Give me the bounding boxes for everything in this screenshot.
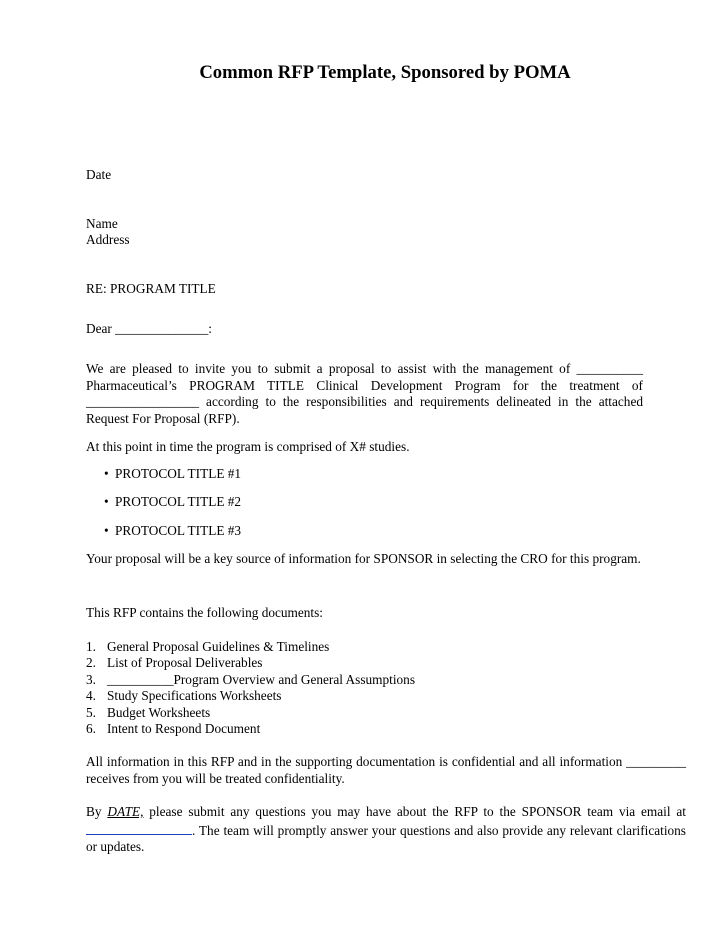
bullet-icon: • [104,494,109,509]
bullet-icon: • [104,466,109,481]
document-list-item [86,639,329,656]
protocol-item-1 [104,466,241,483]
document-list-item [86,705,210,722]
list-label: General Proposal Guidelines & Timelines [107,639,330,654]
list-label: List of Proposal Deliverables [107,655,263,670]
studies-intro: At this point in time the program is comprised of X# studies. [86,439,410,454]
protocol-title: PROTOCOL TITLE #3 [115,523,242,538]
re-line: RE: PROGRAM TITLE [86,281,216,296]
document-list-item [86,688,281,705]
bullet-icon: • [104,523,109,538]
address-label: Address [86,232,130,247]
email-blank-field [86,821,192,835]
proposal-paragraph: Your proposal will be a key source of information for SPONSOR in selecting the CRO for this program. [86,551,641,566]
list-label: Intent to Respond Document [107,721,261,736]
list-label: Budget Worksheets [107,705,211,720]
protocol-title: PROTOCOL TITLE #1 [115,466,242,481]
list-number: 4. [86,688,96,703]
protocol-title: PROTOCOL TITLE #2 [115,494,242,509]
document-list-item [86,655,262,672]
questions-date: DATE, [107,804,144,819]
list-number: 6. [86,721,96,736]
salutation: Dear ______________: [86,321,212,336]
questions-suffix: . The team will promptly answer your questions and also provide any relevant clarifications or updates. [86,822,686,854]
date-label: Date [86,167,112,182]
questions-middle: please submit any questions you may have about the RFP to the SPONSOR team via email at [143,804,686,819]
list-number: 5. [86,705,96,720]
document-list-item [86,721,260,738]
list-label: Study Specifications Worksheets [107,688,282,703]
document-title: Common RFP Template, Sponsored by POMA [199,62,571,83]
list-number: 2. [86,655,96,670]
list-number: 3. [86,672,96,687]
intro-paragraph: We are pleased to invite you to submit a proposal to assist with the management of __________ Pharmaceutical’s PROGRAM TITLE Clinical Development Program for the treatment of _________________ according to the responsibilities and requirements delineated in the attached Request For Proposal (RFP). [86,361,643,426]
questions-paragraph [86,804,686,856]
confidential-paragraph: All information in this RFP and in the supporting documentation is confidential and all information _________ receives from you will be treated confidentiality. [86,754,686,786]
list-label: __________Program Overview and General Assumptions [107,672,415,687]
documents-intro: This RFP contains the following documents: [86,605,323,620]
document-list-item [86,672,415,689]
questions-prefix: By [86,804,102,819]
name-label: Name [86,216,118,231]
protocol-item-3 [104,523,241,540]
protocol-item-2 [104,494,241,511]
list-number: 1. [86,639,96,654]
